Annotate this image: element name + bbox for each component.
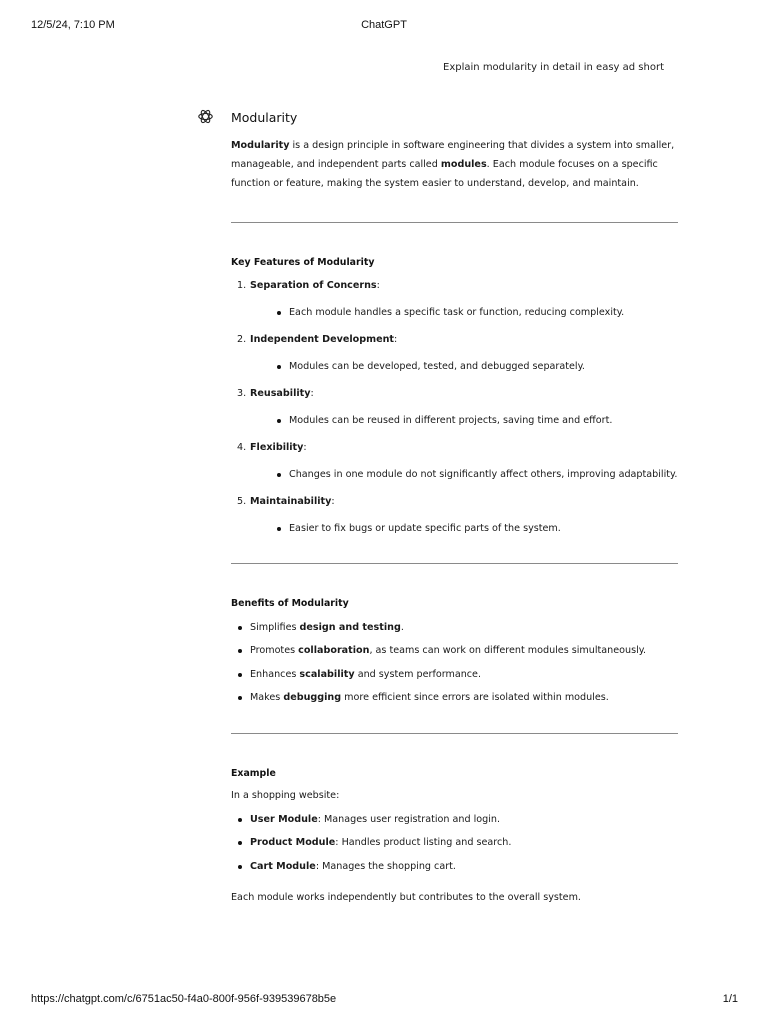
benefit-item <box>231 688 678 707</box>
benefit-text: more efficient since errors are isolated within modules. <box>341 692 609 703</box>
benefit-bold: scalability <box>299 668 355 680</box>
benefit-text: and system performance. <box>354 668 482 680</box>
feature-colon: : <box>394 334 398 345</box>
openai-logo-icon <box>197 108 214 125</box>
feature-title: Independent Development <box>250 334 395 345</box>
feature-number: 4. <box>237 442 247 453</box>
feature-number: 3. <box>237 388 247 399</box>
feature-number: 5. <box>237 496 247 507</box>
example-module-name: Cart Module <box>250 860 316 872</box>
example-module-name: Product Module <box>250 837 336 848</box>
page-url: https://chatgpt.com/c/6751ac50-f4a0-800f-956f-939539678b5e <box>31 993 337 1005</box>
example-module-desc: : Manages the shopping cart. <box>315 860 456 872</box>
feature-detail: Modules can be developed, tested, and debugged separately. <box>250 357 678 376</box>
benefit-text: , as teams can work on different modules simultaneously. <box>369 645 647 656</box>
feature-colon: : <box>310 388 314 399</box>
example-lead: In a shopping website: <box>231 790 340 801</box>
feature-detail: Modules can be reused in different projects, saving time and effort. <box>250 411 678 430</box>
divider <box>231 733 678 734</box>
example-module-desc: : Manages user registration and login. <box>317 813 501 825</box>
example-module-desc: : Handles product listing and search. <box>335 837 512 848</box>
intro-text-1: is a design principle in software engineering that divides a system into smaller, manageable, and independent parts called <box>231 140 675 170</box>
example-item <box>231 810 678 829</box>
example-list <box>231 810 678 876</box>
feature-number: 2. <box>237 334 247 345</box>
assistant-response <box>231 108 678 907</box>
feature-title: Maintainability <box>250 496 332 507</box>
intro-text-2: . Each module focuses on a specific function or feature, making the system easier to understand, develop, and maintain. <box>231 159 658 189</box>
benefits-heading: Benefits of Modularity <box>231 598 349 609</box>
example-item <box>231 857 678 876</box>
divider <box>231 563 678 564</box>
benefit-item <box>231 641 678 660</box>
print-datetime: 12/5/24, 7:10 PM <box>31 19 115 31</box>
intro-term: Modularity <box>231 140 290 151</box>
benefit-text: Promotes <box>250 645 299 656</box>
feature-colon: : <box>303 442 307 453</box>
benefit-item <box>231 618 678 637</box>
feature-item <box>231 276 678 322</box>
benefit-item <box>231 665 678 684</box>
key-features-section <box>231 253 678 538</box>
user-message: Explain modularity in detail in easy ad short <box>443 62 664 73</box>
example-section <box>231 764 678 907</box>
benefits-section <box>231 594 678 707</box>
feature-colon: : <box>331 496 335 507</box>
benefit-bold: debugging <box>283 692 342 703</box>
intro-paragraph <box>231 136 678 193</box>
feature-colon: : <box>376 280 380 291</box>
divider <box>231 222 678 223</box>
response-title: Modularity <box>231 110 298 125</box>
feature-number: 1. <box>237 280 247 291</box>
feature-detail: Easier to fix bugs or update specific parts of the system. <box>250 519 678 538</box>
feature-title: Separation of Concerns <box>250 280 377 291</box>
feature-detail: Each module handles a specific task or function, reducing complexity. <box>250 303 678 322</box>
feature-title: Flexibility <box>250 442 304 453</box>
key-features-heading: Key Features of Modularity <box>231 257 375 268</box>
feature-item <box>231 438 678 484</box>
benefit-text: Simplifies <box>250 621 300 633</box>
page-number: 1/1 <box>722 993 738 1005</box>
print-title: ChatGPT <box>361 19 407 31</box>
feature-item <box>231 384 678 430</box>
example-module-name: User Module <box>250 813 318 825</box>
key-features-list <box>231 276 678 538</box>
benefit-text: Makes <box>250 692 284 703</box>
feature-item <box>231 330 678 376</box>
print-footer <box>0 993 768 1007</box>
feature-item <box>231 492 678 538</box>
feature-title: Reusability <box>250 388 311 399</box>
benefits-list <box>231 618 678 708</box>
intro-term-modules: modules <box>440 159 487 170</box>
benefit-bold: collaboration <box>298 645 370 656</box>
benefit-text: . <box>400 621 404 633</box>
print-header <box>0 19 768 33</box>
example-item <box>231 833 678 852</box>
benefit-bold: design and testing <box>299 621 401 633</box>
example-closing: Each module works independently but contributes to the overall system. <box>231 891 581 903</box>
benefit-text: Enhances <box>250 668 300 680</box>
example-heading: Example <box>231 768 276 779</box>
feature-detail: Changes in one module do not significantly affect others, improving adaptability. <box>250 465 678 484</box>
